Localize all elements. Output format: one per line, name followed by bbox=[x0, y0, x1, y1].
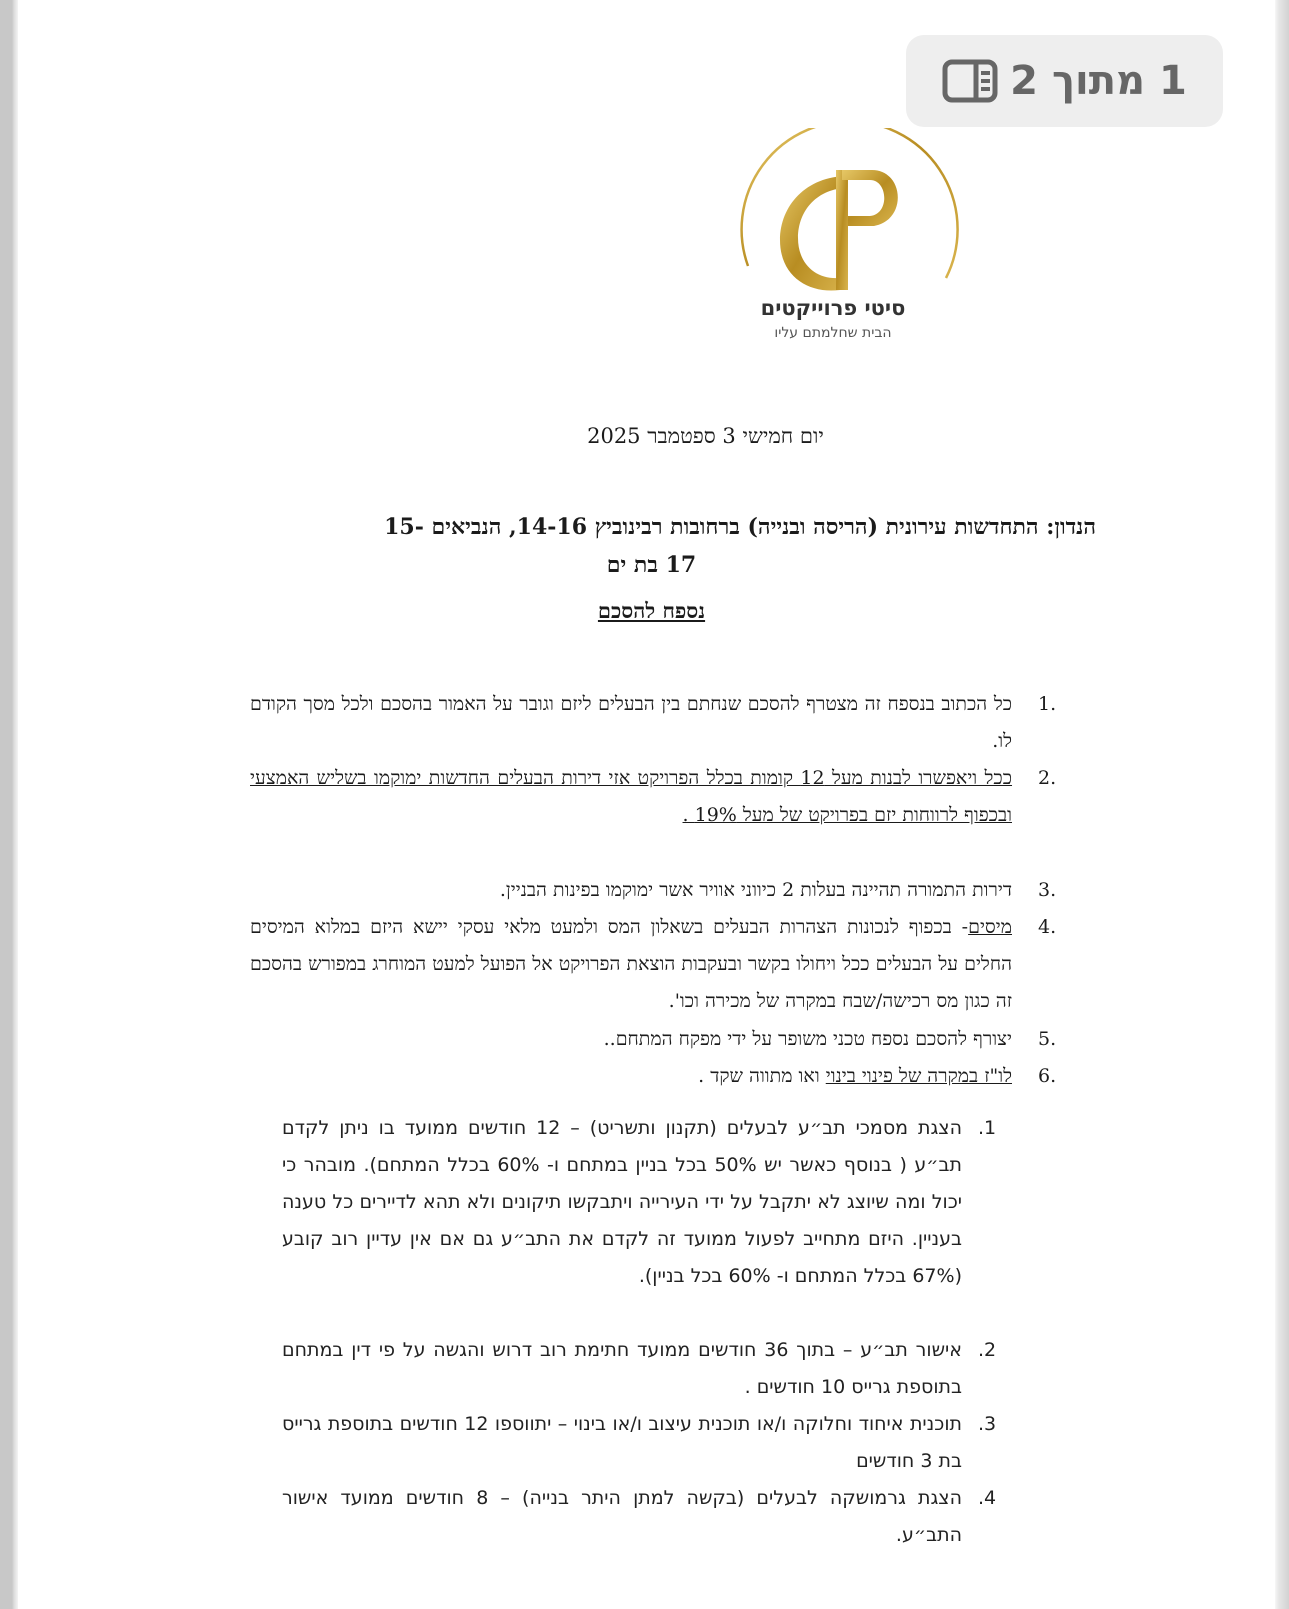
clause-number: 1. bbox=[1038, 693, 1057, 715]
clause-label: מיסים bbox=[968, 916, 1012, 938]
document-page bbox=[18, 0, 1275, 1609]
clause-text: יצורף להסכם נספח טכני משופר על ידי מפקח המתחם.. bbox=[603, 1028, 1012, 1050]
sub-clause-text: הצגת גרמושקה לבעלים (בקשה למתן היתר בנייה) – 8 חודשים ממועד אישור התב״ע. bbox=[282, 1487, 962, 1546]
clause-text: - בכפוף לנכונות הצהרות הבעלים בשאלון המס ולמעט מלאי עסקי יישא היזם במלוא המיסים החלים על הבעלים ככל ויחולו בקשר ובעקבות הוצאת הפרויקט אל הפועל למעט המוחרג במפורש בהסכם זה כגון מס רכישה/שבח במקרה של מכירה וכו'. bbox=[250, 916, 1012, 1012]
company-name: סיטי פרוייקטים bbox=[760, 296, 906, 320]
clause-label: לו"ז במקרה של פינוי בינוי bbox=[825, 1065, 1012, 1087]
subject-line-1: הנדון: התחדשות עירונית (הריסה ובנייה) ברחובות רבינוביץ 14-16, הנביאים -15 bbox=[384, 514, 1096, 540]
clause-number: 6. bbox=[1038, 1065, 1057, 1087]
clause-text: ואו מתווה שקד . bbox=[698, 1065, 826, 1087]
page-layout-icon bbox=[942, 59, 998, 103]
left-scroll-edge bbox=[0, 0, 18, 1609]
clause-6 bbox=[250, 1058, 1057, 1095]
clause-2 bbox=[250, 760, 1057, 834]
subject-line-2: 17 בת ים bbox=[606, 552, 697, 578]
right-scroll-edge bbox=[1275, 0, 1289, 1609]
document-date: יום חמישי 3 ספטמבר 2025 bbox=[587, 424, 824, 448]
sub-clause-text: אישור תב״ע – בתוך 36 חודשים ממועד חתימת רוב דרוש והגשה על פי דין במתחם בתוספת גרייס 10 חודשים . bbox=[282, 1339, 962, 1398]
clause-3 bbox=[250, 872, 1057, 909]
clause-text: כל הכתוב בנספח זה מצטרף להסכם שנחתם בין הבעלים ליזם וגובר על האמור בהסכם ולכל מסך הקודם לו. bbox=[250, 693, 1012, 752]
sub-clause-text: הצגת מסמכי תב״ע לבעלים (תקנון ותשריט) – 12 חודשים ממועד בו ניתן לקדם תב״ע ( בנוסף כאשר יש 50% בכל בניין במתחם ו- 60% בכלל המתחם). מובהר כי יכול ומה שיוצג לא יתקבל על ידי העירייה ויתבקשו תיקונים ולא תהא לדיירים כל טענה בעניין. היזם מתחייב לפעול ממועד זה לקדם את התב״ע גם אם אין עדיין רוב קובע (67% בכלל המתחם ו- 60% בכל בניין). bbox=[282, 1117, 962, 1287]
company-slogan: הבית שחלמתם עליו bbox=[774, 325, 892, 341]
clause-number: 5. bbox=[1038, 1028, 1057, 1050]
clause-5 bbox=[250, 1021, 1057, 1058]
page-indicator-text: 1 מתוך 2 bbox=[1010, 58, 1187, 104]
appendix-title: נספח להסכם bbox=[597, 598, 706, 623]
clause-text: ככל ויאפשרו לבנות מעל 12 קומות בכלל הפרויקט אזי דירות הבעלים החדשות ימוקמו בשליש האמצעי ובכפוף לרווחות יזם בפרויקט של מעל 19% . bbox=[250, 767, 1013, 826]
clause-text: דירות התמורה תהיינה בעלות 2 כיווני אוויר אשר ימוקמו בפינות הבניין. bbox=[499, 879, 1012, 901]
sub-clause-text: תוכנית איחוד וחלוקה ו/או תוכנית עיצוב ו/או בינוי – יתווספו 12 חודשים בתוספת גרייס בת 3 חודשים bbox=[282, 1413, 962, 1472]
sub-clause-4 bbox=[282, 1480, 997, 1554]
sub-clause-number: .1 bbox=[978, 1117, 997, 1139]
sub-clause-1 bbox=[282, 1110, 997, 1295]
sub-clause-2 bbox=[282, 1332, 997, 1406]
clause-4 bbox=[250, 909, 1057, 1020]
clause-number: 4. bbox=[1038, 916, 1057, 938]
page-indicator-badge[interactable] bbox=[906, 35, 1223, 127]
sub-clause-number: .2 bbox=[978, 1339, 997, 1361]
clause-number: 2. bbox=[1038, 767, 1057, 789]
sub-clause-number: .3 bbox=[978, 1413, 997, 1435]
clause-1 bbox=[250, 686, 1057, 760]
clause-number: 3. bbox=[1038, 879, 1057, 901]
sub-clause-number: .4 bbox=[978, 1487, 997, 1509]
sub-clause-3 bbox=[282, 1406, 997, 1480]
